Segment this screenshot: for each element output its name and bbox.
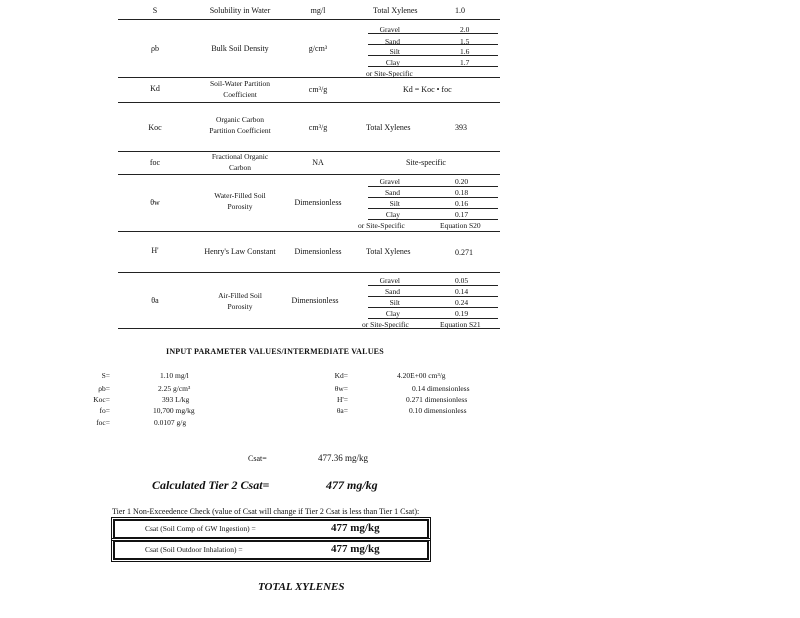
csat-label: Csat=	[248, 454, 267, 463]
row-divider	[118, 231, 500, 232]
subvalue: Equation S20	[440, 221, 481, 230]
param-units: cm³/g	[308, 85, 328, 94]
symbol-koc: Koc	[148, 123, 162, 132]
param-name-line: Coefficient	[223, 90, 257, 99]
box-label: Csat (Soil Comp of GW Ingestion) =	[145, 524, 256, 533]
subvalue: 0.17	[455, 210, 469, 219]
row-divider	[118, 19, 500, 20]
row-divider	[118, 174, 500, 175]
param-basis: Site-specific	[406, 158, 446, 167]
param-name-line: Soil-Water Partition	[209, 79, 270, 88]
subline: Gravel	[379, 276, 400, 285]
subvalue: Equation S21	[440, 320, 481, 329]
exceedence-check-text: Tier 1 Non-Exceedence Check (value of Csat will change if Tier 2 Csat is less than Tier 1 Csat):	[112, 507, 420, 516]
subline: or Site-Specific	[362, 320, 409, 329]
subline: Sand	[385, 188, 400, 197]
subline: Gravel	[379, 25, 400, 34]
param-name-line: Water-Filled Soil	[214, 191, 266, 200]
subline: Clay	[385, 58, 400, 67]
symbol-s: S	[152, 6, 158, 15]
symbol-foc: foc	[149, 158, 161, 167]
param-name-line: Organic Carbon	[216, 115, 264, 124]
subvalue: 0.20	[455, 177, 469, 186]
subvalue: 0.19	[455, 309, 469, 318]
input-value: 0.271 dimensionless	[406, 395, 468, 404]
subvalue: 1.5	[460, 37, 470, 46]
param-units: mg/l	[310, 6, 326, 15]
subline: Silt	[389, 298, 400, 307]
input-value: 2.25 g/cm³	[158, 384, 191, 393]
sub-divider	[368, 186, 498, 187]
input-value: 0.10 dimensionless	[409, 406, 467, 415]
row-divider	[118, 151, 500, 152]
sub-divider	[368, 219, 498, 220]
sub-divider	[368, 197, 498, 198]
param-name-line: Carbon	[228, 163, 252, 172]
box-value: 477 mg/kg	[331, 543, 380, 555]
subline: Silt	[389, 199, 400, 208]
param-name: Henry's Law Constant	[204, 247, 276, 256]
symbol-theta-w: θw	[150, 198, 160, 207]
param-name-line: Fractional Organic	[211, 152, 269, 161]
param-units: Dimensionless	[294, 198, 342, 207]
input-heading: INPUT PARAMETER VALUES/INTERMEDIATE VALUES	[166, 347, 384, 356]
subvalue: 1.6	[460, 47, 470, 56]
subvalue: 0.24	[455, 298, 469, 307]
sub-divider	[368, 307, 498, 308]
param-basis: Total Xylenes	[366, 247, 411, 256]
row-divider	[118, 77, 500, 78]
row-divider	[118, 272, 500, 273]
subvalue: 0.16	[455, 199, 469, 208]
input-value: 4.20E+00 cm³/g	[397, 371, 446, 380]
subline: Sand	[385, 287, 400, 296]
calculated-value: 477 mg/kg	[326, 478, 378, 492]
param-basis: Kd = Koc • foc	[403, 85, 452, 94]
param-units: Dimensionless	[294, 247, 342, 256]
input-label: H'=	[337, 395, 348, 404]
param-value: 393	[455, 123, 467, 132]
param-name-line: Porosity	[227, 302, 253, 311]
subvalue: 0.05	[455, 276, 469, 285]
subline: Clay	[385, 210, 400, 219]
sub-divider	[368, 296, 498, 297]
param-basis: Total Xylenes	[366, 123, 411, 132]
subvalue: 2.0	[460, 25, 470, 34]
symbol-h: H'	[151, 246, 159, 255]
input-value: 0.0107 g/g	[154, 418, 187, 427]
param-name-line: Air-Filled Soil	[218, 291, 262, 300]
input-label: fo=	[99, 406, 110, 415]
subline: Silt	[389, 47, 400, 56]
box-value: 477 mg/kg	[331, 522, 380, 534]
input-label: Kd=	[334, 371, 348, 380]
symbol-theta-a: θa	[151, 296, 159, 305]
input-value: 1.10 mg/l	[160, 371, 189, 380]
subline: Clay	[385, 309, 400, 318]
sub-divider	[368, 33, 498, 34]
page-footer-title: TOTAL XYLENES	[258, 581, 345, 593]
input-label: foc=	[96, 418, 110, 427]
param-units: g/cm³	[308, 44, 328, 53]
input-value: 0.14 dimensionless	[412, 384, 470, 393]
subline: or Site-Specific	[366, 69, 413, 78]
input-label: ρb=	[98, 384, 110, 393]
symbol-rho-b: ρb	[151, 44, 159, 53]
subline: or Site-Specific	[358, 221, 405, 230]
param-name-line: Partition Coefficient	[209, 126, 271, 135]
param-name: Bulk Soil Density	[211, 44, 269, 53]
sub-divider	[368, 55, 498, 56]
csat-value: 477.36 mg/kg	[318, 453, 369, 463]
input-label: θw=	[334, 384, 348, 393]
param-value: 0.271	[455, 248, 473, 257]
sub-divider	[368, 44, 498, 45]
calculated-label: Calculated Tier 2 Csat=	[152, 478, 270, 492]
param-units: Dimensionless	[291, 296, 339, 305]
sub-divider	[368, 66, 498, 67]
input-label: θa=	[336, 406, 348, 415]
param-name-line: Porosity	[227, 202, 253, 211]
param-name: Solubility in Water	[209, 6, 271, 15]
subline: Gravel	[379, 177, 400, 186]
sub-divider	[368, 285, 498, 286]
input-label: S=	[101, 371, 110, 380]
subline: Sand	[385, 37, 400, 46]
param-units: NA	[312, 158, 324, 167]
sub-divider	[368, 318, 498, 319]
input-value: 393 L/kg	[162, 395, 190, 404]
symbol-kd: Kd	[150, 84, 160, 93]
row-divider	[118, 328, 500, 329]
input-value: 10,700 mg/kg	[153, 406, 195, 415]
csat-inhalation-box	[113, 540, 429, 560]
row-divider	[118, 102, 500, 103]
param-value: 1.0	[455, 6, 465, 15]
sub-divider	[368, 208, 498, 209]
box-label: Csat (Soil Outdoor Inhalation) =	[145, 545, 243, 554]
input-label: Koc=	[93, 395, 110, 404]
param-units: cm³/g	[308, 123, 328, 132]
param-basis: Total Xylenes	[373, 6, 418, 15]
subvalue: 0.14	[455, 287, 469, 296]
csat-gw-box	[113, 519, 429, 539]
subvalue: 1.7	[460, 58, 470, 67]
subvalue: 0.18	[455, 188, 469, 197]
